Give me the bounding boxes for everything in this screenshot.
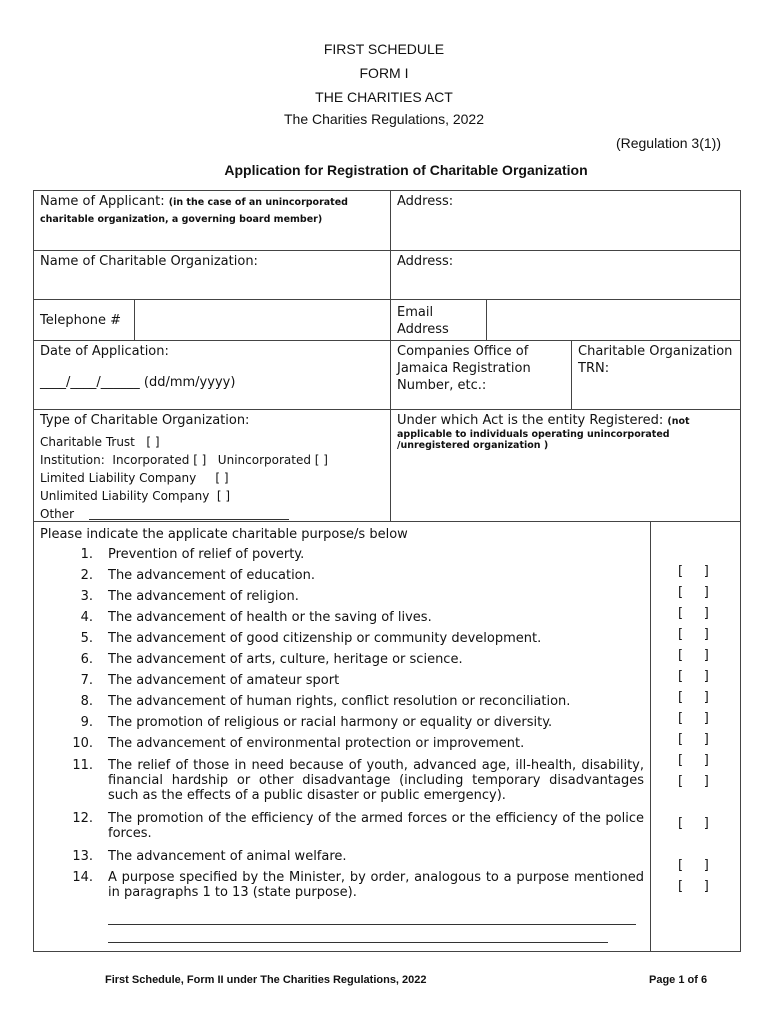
purpose-checkbox-13[interactable]: [ ]: [678, 858, 709, 873]
purpose-checkbox-5[interactable]: [ ]: [678, 648, 709, 663]
purpose-checkbox-14[interactable]: [ ]: [678, 879, 709, 894]
purpose-checkbox-column: [650, 521, 741, 952]
applicant-name-field[interactable]: [33, 190, 391, 251]
applicant-address-field[interactable]: [390, 190, 741, 251]
act-label: Under which Act is the entity Registered:: [397, 413, 664, 428]
telephone-input[interactable]: [134, 299, 391, 341]
organization-label: Name of Charitable Organization:: [40, 254, 258, 269]
option-unlimited-liability[interactable]: Unlimited Liability Company [ ]: [40, 489, 231, 503]
applicant-note: (in the case of an unincorporated charitable organization, a governing board member): [40, 197, 348, 225]
type-label: Type of Charitable Organization:: [40, 413, 250, 428]
address-label: Address:: [397, 194, 454, 209]
purpose-checkbox-9[interactable]: [ ]: [678, 732, 709, 747]
email-label-cell: [390, 299, 487, 341]
organization-address-field[interactable]: [390, 250, 741, 300]
registration-act-field[interactable]: [390, 409, 741, 522]
state-purpose-line-2[interactable]: [108, 942, 608, 943]
regulations-title: The Charities Regulations, 2022: [283, 111, 484, 127]
option-institution[interactable]: Institution: Incorporated [ ] Unincorporated [ ]: [40, 453, 328, 467]
act-note: applicable to individuals operating unincorporated /unregistered organization ): [397, 429, 670, 451]
option-limited-liability[interactable]: Limited Liability Company [ ]: [40, 471, 229, 485]
purpose-checkbox-12[interactable]: [ ]: [678, 816, 709, 831]
trn-field[interactable]: [571, 340, 741, 410]
other-line: [89, 519, 289, 520]
page-number: Page 1 of 6: [649, 974, 708, 986]
companies-label: Companies Office of Jamaica Registration Number, etc.:: [397, 344, 531, 393]
purpose-checkbox-7[interactable]: [ ]: [678, 690, 709, 705]
telephone-label-cell: [33, 299, 135, 341]
purposes-intro: Please indicate the applicate charitable purpose/s below: [40, 527, 408, 542]
other-label: Other: [40, 507, 75, 521]
purpose-checkbox-6[interactable]: [ ]: [678, 669, 709, 684]
option-charitable-trust[interactable]: Charitable Trust [ ]: [40, 435, 160, 449]
trn-label: Charitable Organization TRN:: [578, 344, 733, 376]
organization-type-field[interactable]: [33, 409, 391, 522]
page-title: Application for Registration of Charitable Organization: [224, 162, 588, 178]
charitable-purposes-list: Please indicate the applicate charitable purpose/s below 1. Prevention of relief of poverty. 2. The advancement of education. 3. The advancement of religion. 4. The advancement of health or the saving of lives. 5. The advancement of good citizenship or community development. 6. The advancement of arts, culture, heritage or science. 7. The advancement of amateur sport 8. The advancement of human rights, conflict resolution or reconciliation. 9. The promotion of religious or racial harmony or equality or diversity. 10. The advancement of environmental protection or improvement. 11. The relief of those in need because of youth, advanced age, ill-health, disability, financial hardship or other disadvantage (including temporary disadvantages such as the effects of a public disaster or public emergency). 12. The promotion of the efficiency of the armed forces or the efficiency of the police forces. 13. The advancement of animal welfare. 14. A purpose specified by the Minister, by order, analogous to a purpose mentioned in paragraphs 1 to 13 (state purpose).: [33, 521, 651, 952]
organization-name-field[interactable]: [33, 250, 391, 300]
application-form: [33, 190, 741, 952]
companies-office-field[interactable]: [390, 340, 572, 410]
telephone-label: Telephone #: [40, 313, 122, 328]
address-label-2: Address:: [397, 254, 454, 269]
regulation-reference: (Regulation 3(1)): [615, 135, 721, 151]
date-label: Date of Application:: [40, 344, 169, 359]
state-purpose-line-1[interactable]: [108, 924, 636, 925]
applicant-label: Name of Applicant:: [40, 194, 165, 209]
date-format: ____/____/______ (dd/mm/yyyy): [40, 375, 236, 390]
purpose-checkbox-3[interactable]: [ ]: [678, 606, 709, 621]
purpose-checkbox-8[interactable]: [ ]: [678, 711, 709, 726]
purpose-checkbox-1[interactable]: [ ]: [678, 564, 709, 579]
purpose-checkbox-4[interactable]: [ ]: [678, 627, 709, 642]
email-input[interactable]: [486, 299, 741, 341]
date-of-application-field[interactable]: [33, 340, 391, 410]
purpose-checkbox-2[interactable]: [ ]: [678, 585, 709, 600]
purpose-checkbox-11[interactable]: [ ]: [678, 774, 709, 789]
form-number: FORM I: [359, 65, 409, 81]
footer-title: First Schedule, Form II under The Charities Regulations, 2022: [105, 974, 427, 986]
email-label: Email Address: [397, 305, 449, 337]
act-note-start: (not: [667, 416, 690, 427]
schedule-title: FIRST SCHEDULE: [323, 41, 445, 57]
purpose-checkbox-10[interactable]: [ ]: [678, 753, 709, 768]
act-title: THE CHARITIES ACT: [315, 89, 453, 105]
